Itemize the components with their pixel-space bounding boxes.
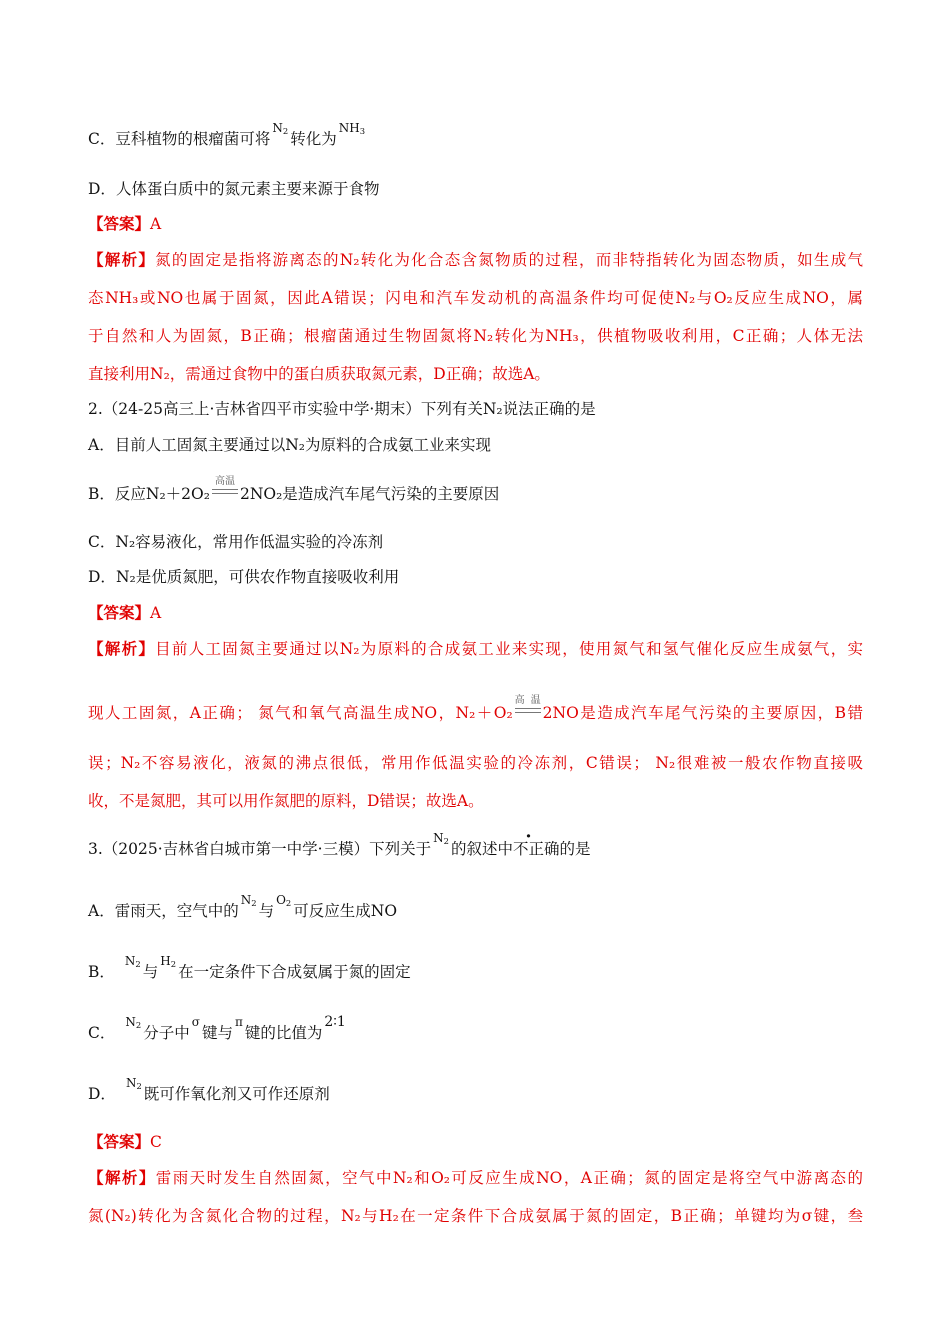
q2-option-d: D．N₂是优质氮肥，可供农作物直接吸收利用 <box>88 568 400 586</box>
q1-option-d: D．人体蛋白质中的氮元素主要来源于食物 <box>88 180 380 198</box>
q1-answer: 【答案】A <box>88 214 162 233</box>
q2-option-b: B．反应N₂＋2O₂ 高温 2NO₂是造成汽车尾气污染的主要原因 <box>88 476 500 503</box>
q3-option-d: D．$^{N_2}$ 既可作氧化剂又可作还原剂 <box>88 1076 330 1103</box>
ratio-value: 2∶1 <box>324 1014 346 1030</box>
emphasis-dots: 不正 <box>512 840 544 858</box>
pi-symbol: π <box>234 1015 243 1029</box>
formula-n2: N2 <box>125 1015 142 1031</box>
q3-option-c: C．$^{N_2}$ 分子中$^\sigma$键与$^\pi$键的比值为2∶1 <box>88 1014 346 1042</box>
sigma-symbol: σ <box>191 1015 200 1029</box>
q2-option-a: A．目前人工固氮主要通过以N₂为原料的合成氨工业来实现 <box>88 436 491 454</box>
q2-analysis-line4: 收，不是氮肥，其可以用作氮肥的原料，D错误；故选A。 <box>88 792 484 810</box>
q3-stem: 3.（2025·吉林省白城市第一中学·三模）下列关于$^{N_2}$ 的叙述中不正确的是 <box>88 831 591 858</box>
reaction-condition-arrow: 高温 <box>515 704 541 720</box>
formula-o2: O2 <box>276 893 292 909</box>
q1-analysis-line4: 直接利用N₂，需通过食物中的蛋白质获取氮元素，D正确；故选A。 <box>88 365 550 383</box>
formula-n2: N2 <box>124 954 141 970</box>
q2-option-c: C．N₂容易液化，常用作低温实验的冷冻剂 <box>88 533 384 551</box>
formula-n2: N2 <box>240 893 257 909</box>
q3-option-a: A．雷雨天，空气中的$^{N_2}$ 与$^{O_2}$ 可反应生成NO <box>88 893 398 920</box>
reaction-condition-arrow: 高温 <box>212 485 238 501</box>
q2-stem: 2.（24-25高三上·吉林省四平市实验中学·期末）下列有关N₂说法正确的是 <box>88 400 596 418</box>
q3-analysis-line2: 氮(N₂)转化为含氮化合物的过程，N₂与H₂在一定条件下合成氨属于氮的固定，B正确；单键均为σ键，叁 <box>88 1207 863 1225</box>
formula-h2: H2 <box>160 954 177 970</box>
formula-nh3: NH3 <box>338 121 366 137</box>
q3-answer: 【答案】C <box>88 1132 162 1151</box>
q3-option-b: B．$^{N_2}$ 与$^{H_2}$ 在一定条件下合成氨属于氮的固定 <box>88 954 411 981</box>
q1-analysis-line1: 【解析】氮的固定是指将游离态的N₂转化为化合态含氮物质的过程，而非特指转化为固态物质，如生成气 <box>88 250 863 269</box>
formula-n2: N2 <box>433 831 449 847</box>
q2-answer: 【答案】A <box>88 603 162 622</box>
q1-option-c: C．豆科植物的根瘤菌可将$^{N_2}$ 转化为$^{NH_3}$ <box>88 121 366 148</box>
q2-analysis-line2: 现人工固氮，A正确； 氮气和氧气高温生成NO，N₂＋O₂ 高温 2NO是造成汽车尾气污染的主要原因，B错 <box>88 695 863 722</box>
formula-n2: N2 <box>272 121 289 137</box>
q1-analysis-line3: 于自然和人为固氮，B正确；根瘤菌通过生物固氮将N₂转化为NH₃，供植物吸收利用，C正确；人体无法 <box>88 327 863 345</box>
q1-analysis-line2: 态NH₃或NO也属于固氮，因此A错误；闪电和汽车发动机的高温条件均可促使N₂与O₂反应生成NO，属 <box>88 289 863 307</box>
formula-n2: N2 <box>125 1076 142 1092</box>
q2-analysis-line1: 【解析】目前人工固氮主要通过以N₂为原料的合成氨工业来实现，使用氮气和氢气催化反应生成氨气，实 <box>88 639 863 658</box>
q3-analysis-line1: 【解析】雷雨天时发生自然固氮，空气中N₂和O₂可反应生成NO，A正确；氮的固定是将空气中游离态的 <box>88 1168 863 1187</box>
q2-analysis-line3: 误；N₂不容易液化，液氮的沸点很低，常用作低温实验的冷冻剂，C错误； N₂很难被一般农作物直接吸 <box>88 754 863 772</box>
